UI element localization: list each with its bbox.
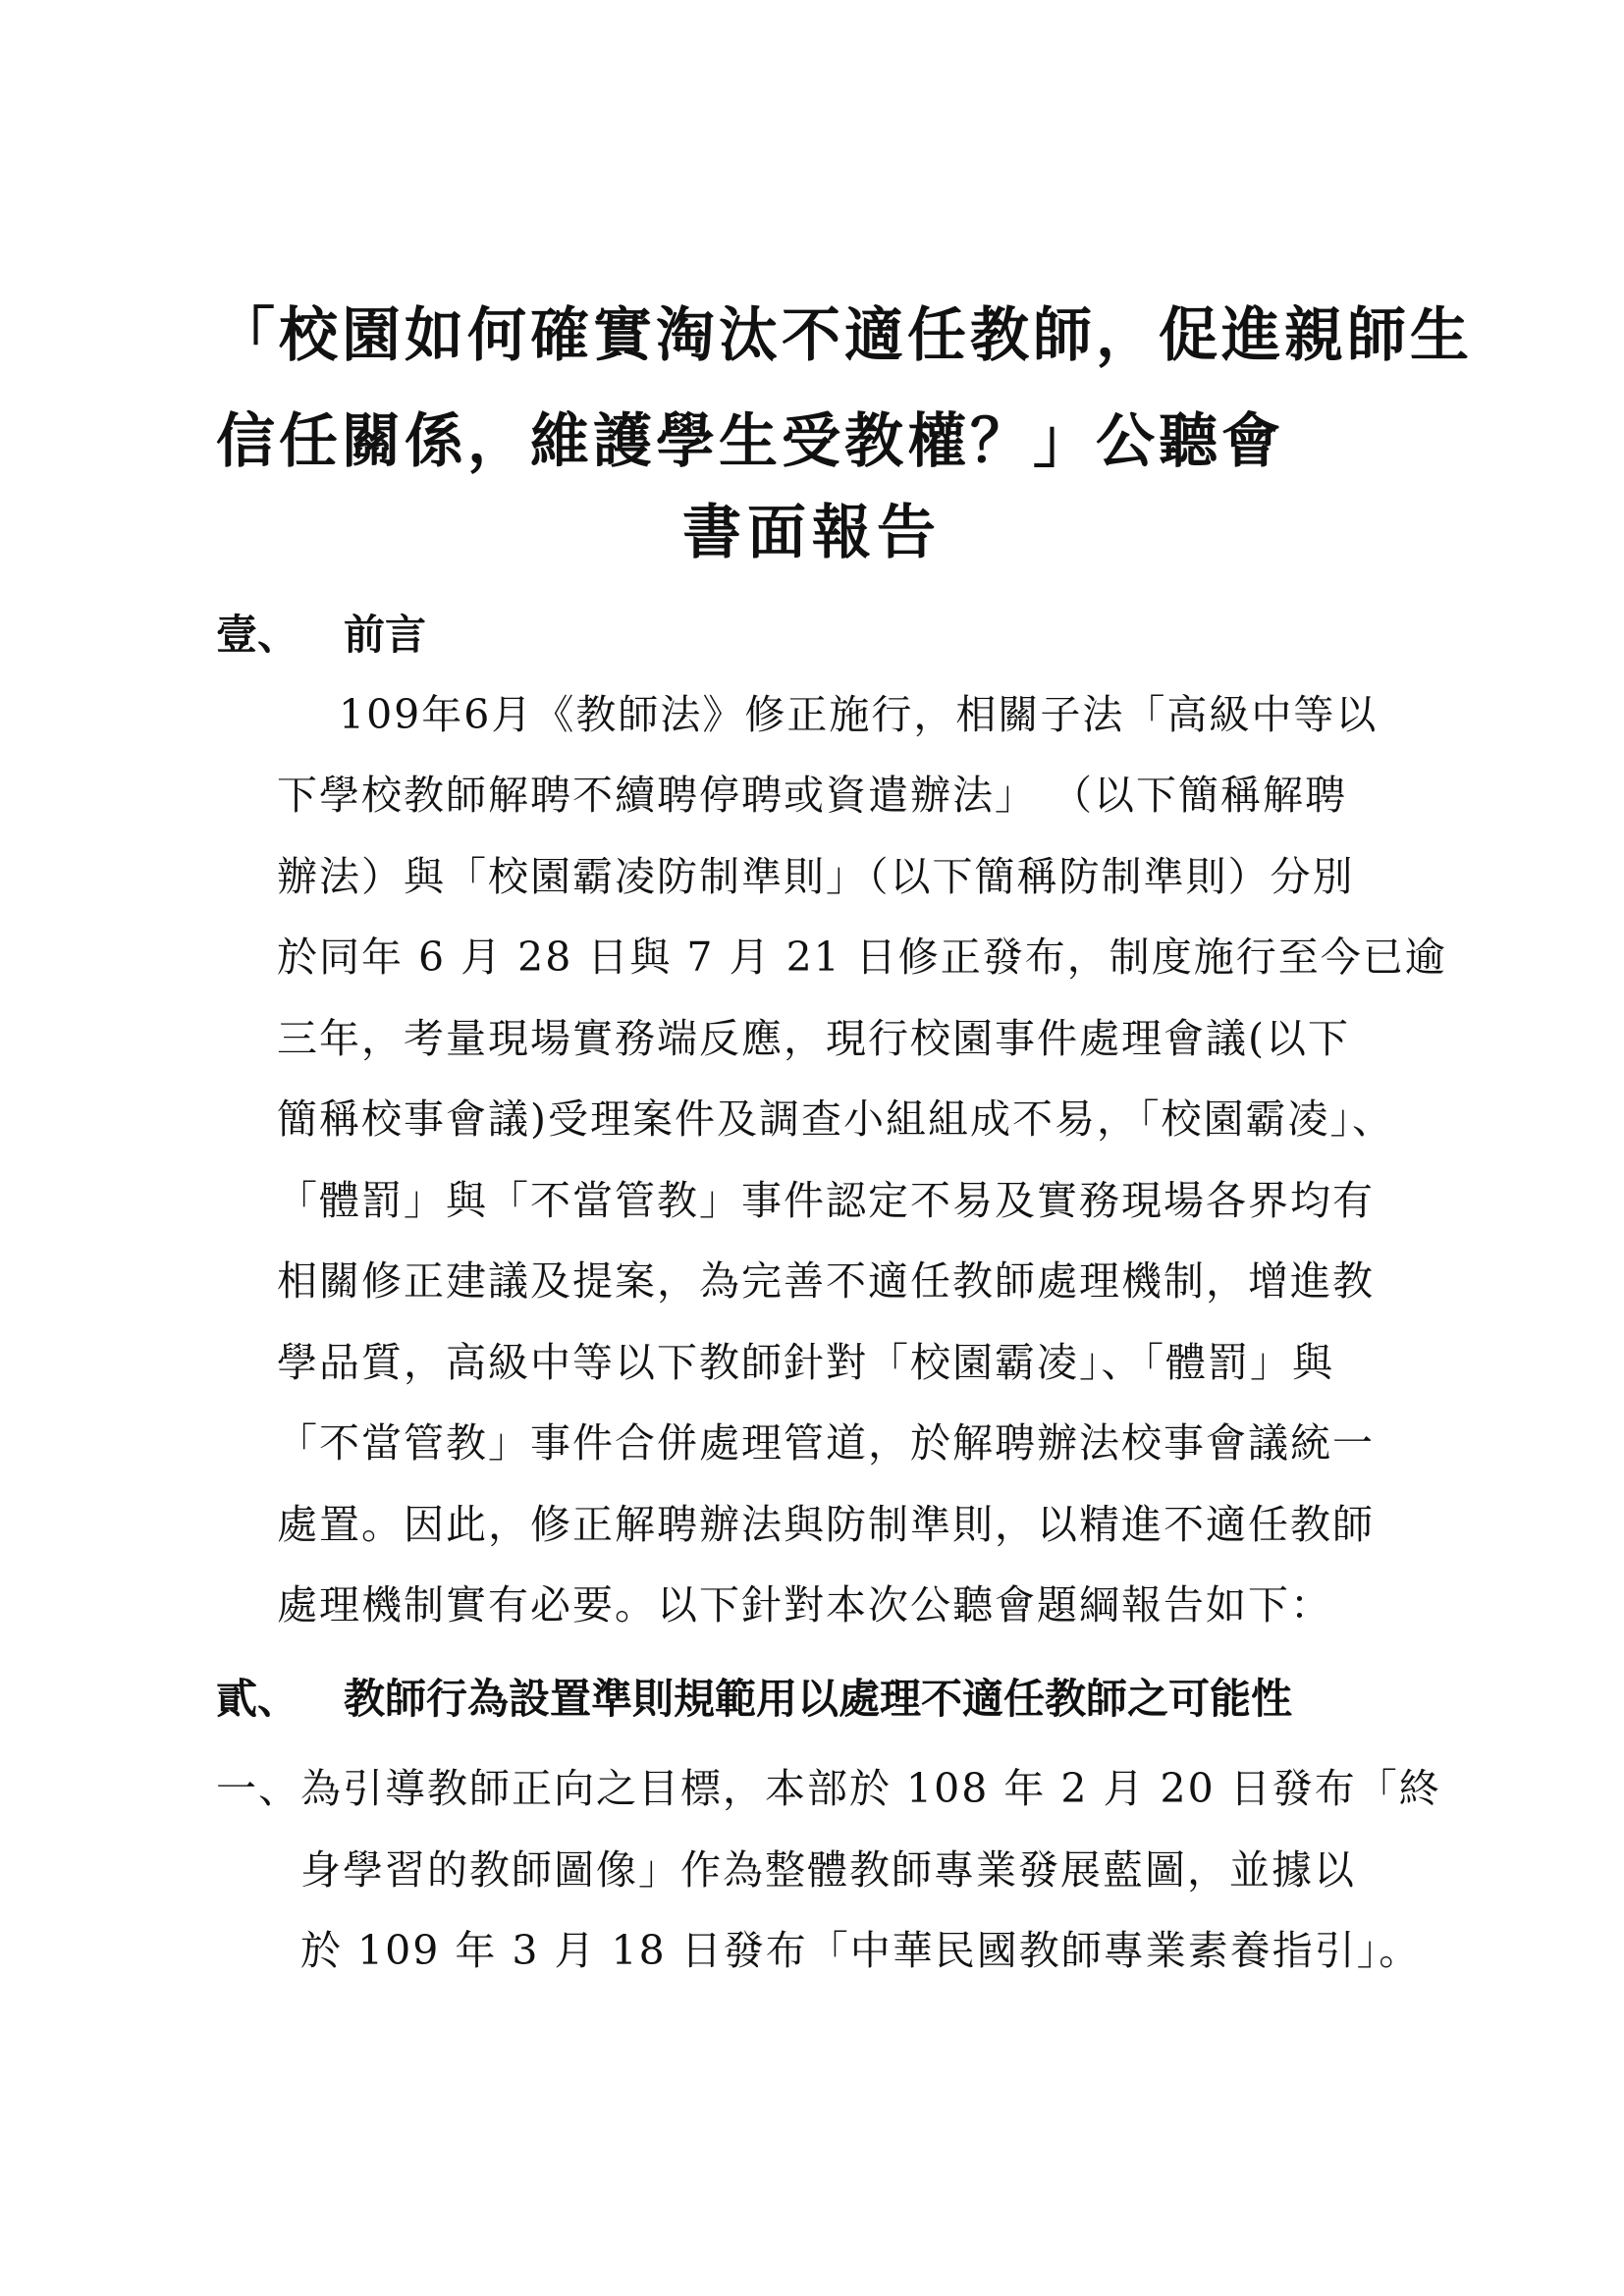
- report-subtitle: 書面報告: [682, 499, 942, 567]
- list-item-continuation: 身學習的教師圖像」作為整體教師專業發展藍圖，並據以: [300, 1846, 1356, 1894]
- section-2-number: 貳、: [216, 1675, 299, 1723]
- paragraph-line: 109年6月《教師法》修正施行，相關子法「高級中等以: [339, 691, 1379, 738]
- paragraph-line: 「不當管教」事件合併處理管道，於解聘辦法校事會議統一: [277, 1419, 1375, 1467]
- list-item-marker: 一、: [216, 1765, 300, 1812]
- section-2-title: 教師行為設置準則規範用以處理不適任教師之可能性: [344, 1675, 1293, 1723]
- paragraph-line: 學品質，高級中等以下教師針對「校園霸凌」、「體罰」與: [277, 1339, 1334, 1386]
- section-2-heading: [216, 1675, 1293, 1723]
- list-item-text: 為引導教師正向之目標，本部於 108 年 2 月 20 日發布「終: [300, 1765, 1441, 1812]
- paragraph-line: 於同年 6 月 28 日與 7 月 21 日修正發布，制度施行至今已逾: [277, 934, 1447, 981]
- section-1-number: 壹、: [216, 611, 299, 659]
- paragraph-line: 三年，考量現場實務端反應，現行校園事件處理會議(以下: [277, 1015, 1350, 1062]
- title-line-2: 信任關係，維護學生受教權？」公聽會: [216, 407, 1284, 476]
- list-item-1: [216, 1765, 1441, 1812]
- paragraph-line: 相關修正建議及提案，為完善不適任教師處理機制，增進教: [277, 1257, 1375, 1305]
- list-item-continuation: 於 109 年 3 月 18 日發布「中華民國教師專業素養指引」。: [300, 1927, 1422, 1974]
- title-line-1: 「校園如何確實淘汰不適任教師，促進親師生: [216, 301, 1473, 370]
- section-1-heading: [216, 611, 427, 659]
- paragraph-line: 「體罰」與「不當管教」事件認定不易及實務現場各界均有: [277, 1177, 1375, 1224]
- paragraph-line: 下學校教師解聘不續聘停聘或資遣辦法」 （以下簡稱解聘: [277, 772, 1348, 819]
- paragraph-line: 處置。因此，修正解聘辦法與防制準則，以精進不適任教師: [277, 1501, 1375, 1548]
- paragraph-line: 處理機制實有必要。以下針對本次公聽會題綱報告如下：: [277, 1581, 1332, 1629]
- paragraph-line: 簡稱校事會議)受理案件及調查小組組成不易，「校園霸凌」、: [277, 1095, 1394, 1143]
- section-1-title: 前言: [344, 611, 427, 659]
- paragraph-line: 辦法）與「校園霸凌防制準則」（以下簡稱防制準則）分別: [277, 853, 1355, 900]
